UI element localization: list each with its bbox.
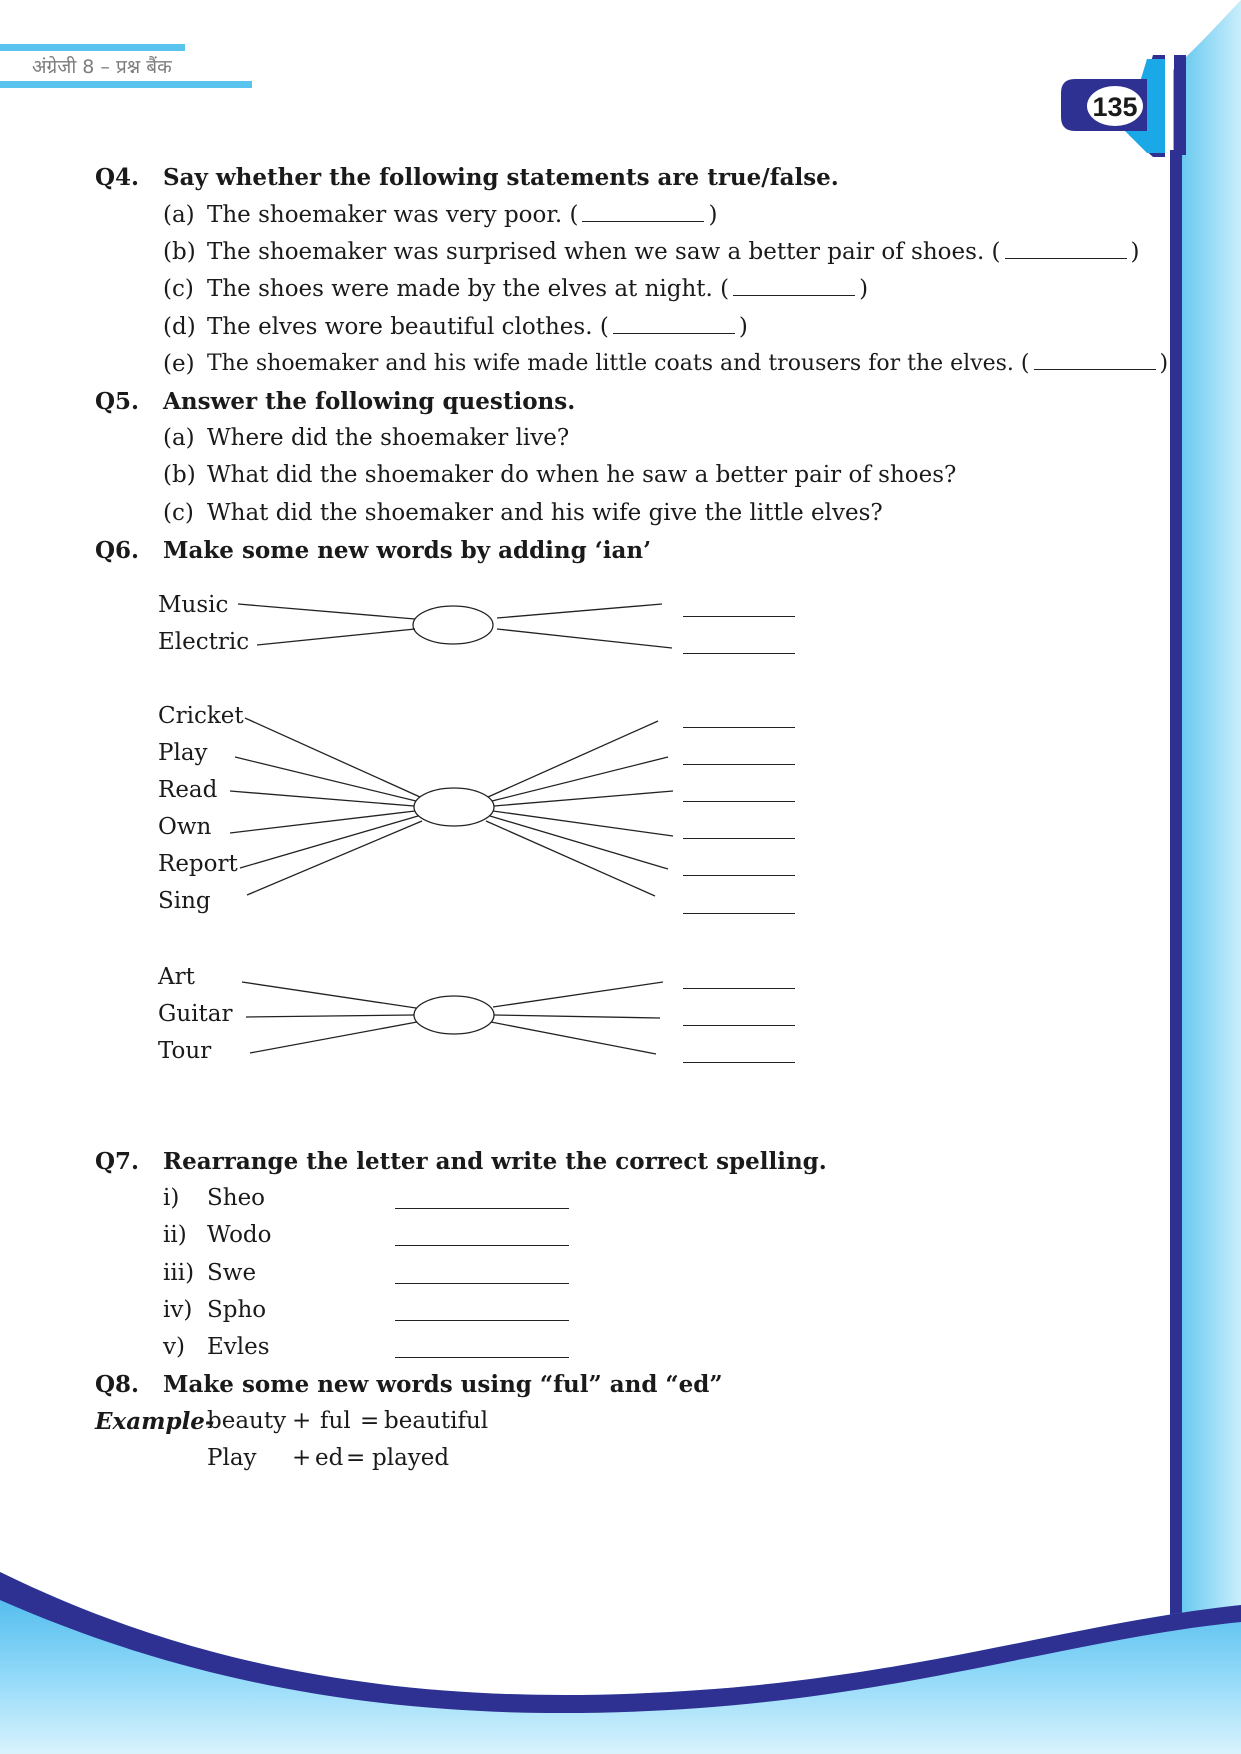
q7-item-label: ii) — [163, 1222, 187, 1248]
answer-line[interactable] — [683, 727, 795, 728]
q6-word: Cricket — [158, 703, 244, 729]
q6-word: Own — [158, 814, 212, 840]
q6-word: Play — [158, 740, 208, 766]
q6-number: Q6. — [95, 537, 140, 564]
q6-word: Art — [158, 964, 195, 990]
q6-word: Music — [158, 592, 229, 618]
q4-item-close: ) — [1130, 239, 1140, 265]
answer-line[interactable] — [683, 1062, 795, 1063]
example-suffix: ful — [320, 1408, 351, 1434]
answer-line[interactable] — [683, 838, 795, 839]
q5-item-label: (b) — [163, 462, 196, 488]
answer-line[interactable] — [683, 1025, 795, 1026]
q4-item-text: The shoes were made by the elves at night. ( — [207, 276, 730, 302]
q4-title: Say whether the following statements are true/false. — [163, 164, 839, 191]
answer-blank[interactable] — [582, 203, 704, 222]
answer-blank[interactable] — [1005, 240, 1127, 259]
q7-title: Rearrange the letter and write the correct spelling. — [163, 1148, 827, 1175]
q4-item-close: ) — [708, 202, 718, 228]
q4-item-label: (e) — [163, 351, 195, 377]
q6-word: Tour — [158, 1038, 212, 1064]
q7-item-text: Swe — [207, 1260, 257, 1286]
example-result: played — [372, 1445, 450, 1471]
q7-item-label: i) — [163, 1185, 180, 1211]
q5-number: Q5. — [95, 388, 140, 415]
answer-blank[interactable] — [733, 277, 855, 296]
q4-item — [207, 276, 868, 302]
q4-item-label: (d) — [163, 314, 196, 340]
header-accent-bar-bottom — [0, 81, 252, 88]
answer-line[interactable] — [395, 1320, 569, 1321]
answer-line[interactable] — [683, 616, 795, 617]
q7-item-text: Spho — [207, 1297, 267, 1323]
q8-number: Q8. — [95, 1371, 140, 1398]
q6-title: Make some new words by adding ‘ian’ — [163, 537, 652, 564]
answer-line[interactable] — [395, 1357, 569, 1358]
answer-line[interactable] — [395, 1283, 569, 1284]
q4-item-text: The shoemaker was very poor. ( — [207, 202, 579, 228]
answer-line[interactable] — [683, 988, 795, 989]
q4-number: Q4. — [95, 164, 140, 191]
page-number: 135 — [1092, 92, 1138, 122]
q7-item-label: iii) — [163, 1260, 195, 1286]
q7-item-text: Sheo — [207, 1185, 266, 1211]
q5-item-label: (c) — [163, 500, 194, 526]
q4-item-text: The shoemaker and his wife made little coats and trousers for the elves. ( — [207, 351, 1030, 376]
header-accent-bar-top — [0, 44, 185, 51]
q7-number: Q7. — [95, 1148, 140, 1175]
example-base: beauty — [207, 1408, 287, 1434]
example-base: Play — [207, 1445, 257, 1471]
q4-item — [207, 351, 1168, 376]
q6-word: Guitar — [158, 1001, 233, 1027]
answer-line[interactable] — [683, 875, 795, 876]
example-plus: + — [292, 1445, 312, 1471]
example-equals: = — [346, 1445, 366, 1471]
q6-word: Sing — [158, 888, 211, 914]
example-result: beautiful — [384, 1408, 489, 1434]
header-title: अंग्रेजी 8 – प्रश्न बैंक — [32, 56, 172, 78]
example-plus: + — [292, 1408, 312, 1434]
bottom-wave-decoration — [0, 1560, 1241, 1754]
right-side-decoration — [1145, 0, 1241, 1754]
q4-item — [207, 202, 717, 228]
answer-line[interactable] — [683, 653, 795, 654]
q4-item — [207, 239, 1140, 265]
q4-item — [207, 314, 748, 340]
answer-blank[interactable] — [613, 315, 735, 334]
q7-item-label: iv) — [163, 1297, 193, 1323]
answer-blank[interactable] — [1034, 351, 1156, 370]
q5-item-label: (a) — [163, 425, 195, 451]
example-label: Example- — [95, 1408, 215, 1435]
q6-word: Report — [158, 851, 238, 877]
answer-line[interactable] — [395, 1245, 569, 1246]
q7-item-label: v) — [163, 1334, 185, 1360]
q4-item-text: The elves wore beautiful clothes. ( — [207, 314, 609, 340]
q4-item-close: ) — [859, 276, 869, 302]
q7-item-text: Evles — [207, 1334, 270, 1360]
example-equals: = — [360, 1408, 380, 1434]
q5-item-text: Where did the shoemaker live? — [207, 425, 570, 451]
answer-line[interactable] — [683, 913, 795, 914]
q7-item-text: Wodo — [207, 1222, 272, 1248]
q5-item-text: What did the shoemaker do when he saw a better pair of shoes? — [207, 462, 957, 488]
q5-item-text: What did the shoemaker and his wife give the little elves? — [207, 500, 883, 526]
q5-title: Answer the following questions. — [163, 388, 576, 415]
answer-line[interactable] — [683, 764, 795, 765]
q4-item-close: ) — [738, 314, 748, 340]
q6-word: Read — [158, 777, 218, 803]
q4-item-text: The shoemaker was surprised when we saw a better pair of shoes. ( — [207, 239, 1001, 265]
q6-word: Electric — [158, 629, 250, 655]
answer-line[interactable] — [683, 801, 795, 802]
q4-item-label: (c) — [163, 276, 194, 302]
answer-line[interactable] — [395, 1208, 569, 1209]
q4-item-close: ) — [1159, 351, 1169, 376]
q8-title: Make some new words using “ful” and “ed” — [163, 1371, 723, 1398]
q4-item-label: (a) — [163, 202, 195, 228]
example-suffix: ed — [315, 1445, 344, 1471]
q4-item-label: (b) — [163, 239, 196, 265]
